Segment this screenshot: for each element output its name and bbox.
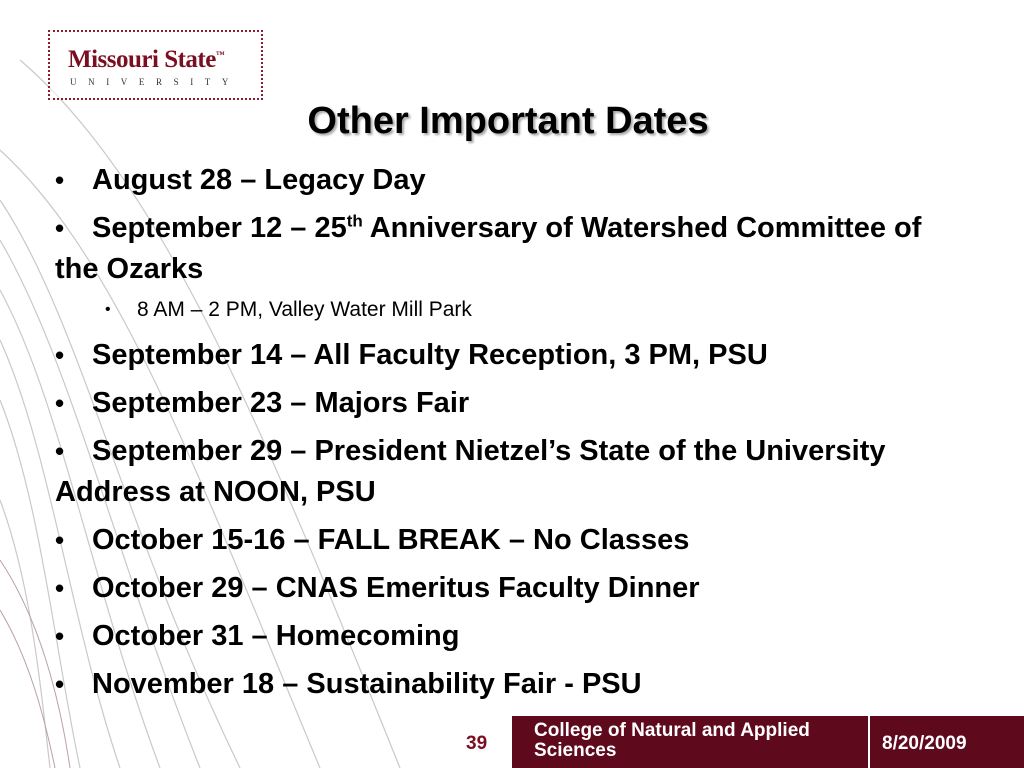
list-item: • November 18 – Sustainability Fair - PSU (55, 664, 955, 705)
logo-trademark: ™ (215, 49, 225, 60)
slide-title: Other Important Dates (307, 100, 709, 142)
logo-wordmark: Missouri State (68, 46, 216, 73)
bullet-icon: • (55, 436, 65, 466)
page-number: 39 (466, 733, 488, 754)
list-item: • October 31 – Homecoming (55, 616, 955, 657)
footer-bar (512, 716, 1024, 768)
list-item: • September 23 – Majors Fair (55, 383, 955, 424)
list-item: • September 14 – All Faculty Reception, 3 PM, PSU (55, 335, 955, 376)
bullet-icon: • (105, 301, 111, 318)
bullet-list (55, 160, 955, 712)
bullet-icon: • (55, 573, 65, 603)
college-name: College of Natural and Applied Sciences (534, 720, 810, 761)
list-item: • September 29 – President Nietzel’s State of the University Address at NOON, PSU (55, 431, 955, 513)
bullet-icon: • (55, 213, 65, 243)
bullet-icon: • (55, 669, 65, 699)
university-logo (48, 30, 263, 100)
bullet-icon: • (55, 621, 65, 651)
bullet-icon: • (55, 340, 65, 370)
bullet-icon: • (55, 525, 65, 555)
logo-subtitle: UNIVERSITY (70, 77, 240, 87)
bullet-icon: • (55, 165, 65, 195)
footer-date: 8/20/2009 (882, 733, 967, 754)
slide-footer (0, 716, 1024, 768)
footer-divider (868, 716, 870, 768)
list-item: • October 15-16 – FALL BREAK – No Classes (55, 520, 955, 561)
sub-list-item: • 8 AM – 2 PM, Valley Water Mill Park (105, 298, 472, 321)
list-item: • October 29 – CNAS Emeritus Faculty Dinner (55, 568, 955, 609)
list-item: • August 28 – Legacy Day (55, 160, 955, 201)
list-item: • September 12 – 25th Anniversary of Watershed Committee of the Ozarks (55, 208, 955, 290)
bullet-icon: • (55, 388, 65, 418)
